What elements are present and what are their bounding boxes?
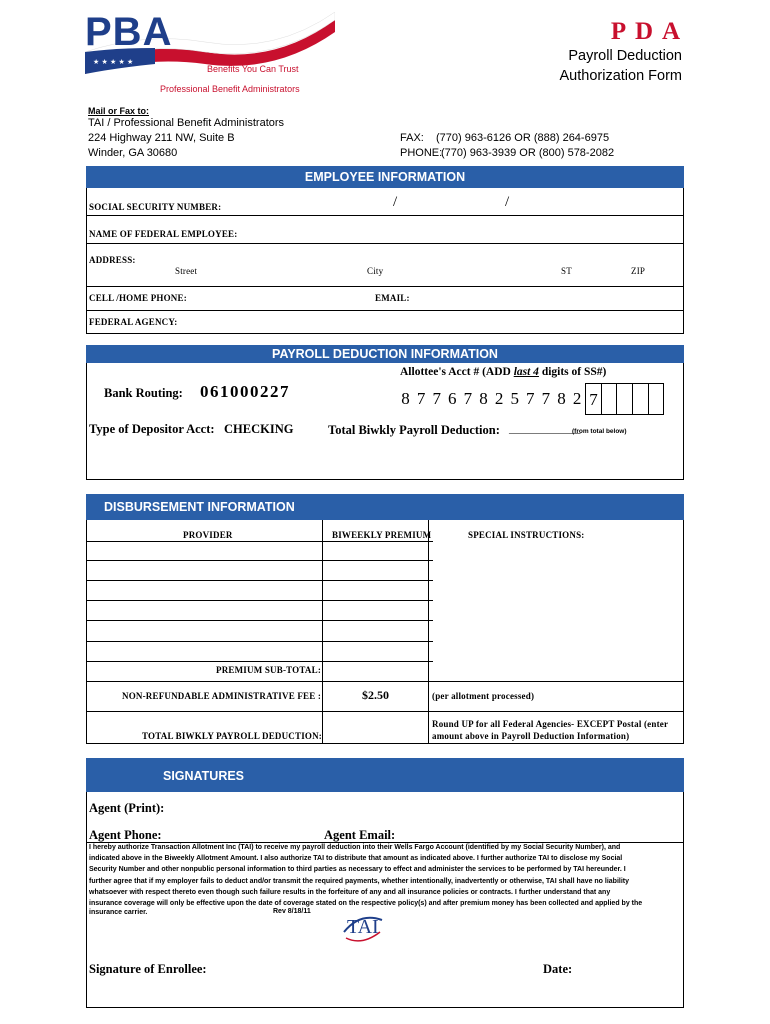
auth-line-3: Security Number and other nonpublic personal information to third parties as necessary to effect and administer the services to be performed by TAI hereunder. I — [89, 866, 626, 874]
premium-column-header: BIWEEKLY PREMIUM — [332, 530, 432, 540]
email-label: EMAIL: — [375, 293, 410, 303]
fax-label: FAX: — [400, 132, 424, 144]
federal-agency-input[interactable] — [170, 313, 680, 329]
allottee-account-label — [400, 366, 606, 378]
provider-row-1[interactable] — [87, 542, 322, 560]
ssn-separator-1: / — [393, 194, 398, 210]
state-label: ST — [561, 266, 572, 276]
agent-phone-label: Agent Phone: — [89, 828, 162, 842]
tai-mark: TAI — [347, 916, 379, 938]
allottee-label-post: digits of SS#) — [538, 366, 607, 378]
acct-digit-cell[interactable]: 5 — [510, 389, 519, 408]
acct-digit-cell[interactable]: 8 — [557, 389, 566, 408]
federal-agency-label: FEDERAL AGENCY: — [89, 317, 178, 327]
acct-digit-cell[interactable]: 7 — [432, 389, 441, 408]
admin-fee-label: NON-REFUNDABLE ADMINISTRATIVE FEE : — [122, 691, 322, 701]
address-input[interactable] — [150, 250, 680, 265]
mail-line-2: 224 Highway 211 NW, Suite B — [88, 132, 235, 144]
acct-digit-cell[interactable]: 8 — [479, 389, 488, 408]
ssn-input[interactable] — [220, 194, 680, 214]
special-instructions-header: SPECIAL INSTRUCTIONS: — [468, 530, 585, 540]
auth-line-4: further agree that if my employer fails to deduct and/or transmit the required payments, whether intentionally, inadvertently or otherwise, TAI shall have no liability — [89, 877, 630, 885]
premium-row-1[interactable] — [323, 542, 428, 560]
mail-to-label: Mail or Fax to: — [88, 106, 150, 116]
logo-letters: PBA — [85, 10, 173, 54]
signatures-heading: SIGNATURES — [86, 758, 684, 792]
city-label: City — [367, 266, 384, 276]
email-input[interactable] — [410, 289, 680, 305]
allottee-label-emphasis: last 4 — [513, 366, 539, 378]
auth-line-6: insurance coverage will only be effective upon the date of coverage stated on the respective policy(s) and after premium money has been collected and applied by the — [89, 900, 643, 908]
total-deduction-label: Total Biwkly Payroll Deduction: — [328, 423, 500, 437]
auth-line-1: I hereby authorize Transaction Allotment Inc (TAI) to receive my payroll deduction into their Wells Fargo Account (identified by my Social Security Number), and — [89, 844, 621, 851]
employee-name-label: NAME OF FEDERAL EMPLOYEE: — [89, 229, 238, 239]
employee-heading: EMPLOYEE INFORMATION — [86, 166, 684, 188]
agent-print-label: Agent (Print): — [89, 801, 165, 815]
home-phone-label: CELL /HOME PHONE: — [89, 293, 187, 303]
special-instructions-input[interactable] — [433, 542, 680, 660]
mail-line-1: TAI / Professional Benefit Administrators — [88, 117, 285, 129]
allottee-account-grid[interactable] — [398, 383, 668, 416]
agent-phone-input[interactable] — [168, 826, 318, 842]
total-biweekly-input[interactable] — [323, 712, 428, 742]
acct-digit-cell[interactable]: 8 — [401, 389, 410, 408]
phone-label: PHONE: — [400, 147, 443, 159]
total-deduction-blank[interactable]: _____________ — [509, 423, 581, 435]
date-input[interactable] — [580, 958, 680, 978]
svg-text:★ ★ ★ ★ ★: ★ ★ ★ ★ ★ — [93, 58, 134, 66]
revision-date: Rev 8/18/11 — [273, 908, 311, 915]
auth-line-2: indicated above in the Biweekly Allotment Amount. I also authorize TAI to distribute that amount as indicated above. I further authorize TAI to disclose my Social — [89, 855, 623, 863]
acct-digit-cell[interactable] — [601, 383, 618, 415]
provider-column-header: PROVIDER — [183, 530, 233, 540]
page-title: P D A — [610, 18, 682, 45]
agent-email-label: Agent Email: — [324, 828, 396, 842]
total-biweekly-label: TOTAL BIWKLY PAYROLL DEDUCTION: — [142, 731, 322, 741]
acct-digit-cell[interactable]: 7 — [585, 383, 602, 415]
disbursement-heading: DISBURSEMENT INFORMATION — [86, 494, 684, 520]
agent-email-input[interactable] — [400, 826, 680, 842]
form-subtitle-1: Payroll Deduction — [568, 48, 682, 64]
street-label: Street — [175, 266, 198, 276]
enrollee-signature-label: Signature of Enrollee: — [89, 962, 207, 976]
agent-print-input[interactable] — [170, 798, 680, 818]
zip-label: ZIP — [631, 266, 646, 276]
logo-tagline: Benefits You Can Trust — [207, 64, 299, 74]
admin-fee-value: $2.50 — [362, 688, 389, 702]
acct-digit-cell[interactable]: 2 — [572, 389, 582, 408]
premium-subtotal-input[interactable] — [323, 662, 428, 680]
address-label: ADDRESS: — [89, 255, 136, 265]
allottee-label-pre: Allottee's Acct # (ADD — [400, 366, 514, 378]
acct-digit-cell[interactable] — [632, 383, 649, 415]
acct-digit-cell[interactable]: 7 — [526, 389, 535, 408]
phone-value: (770) 963-3939 OR (800) 578-2082 — [441, 147, 615, 159]
fax-value: (770) 963-6126 OR (888) 264-6975 — [436, 132, 610, 144]
acct-digit-cell[interactable]: 2 — [494, 389, 504, 408]
acct-digit-cell[interactable]: 7 — [463, 389, 473, 408]
form-subtitle-2: Authorization Form — [559, 68, 682, 84]
acct-digit-cell[interactable]: 7 — [416, 389, 426, 408]
bank-routing-value[interactable]: 061000227 — [200, 382, 290, 401]
employee-name-input[interactable] — [230, 222, 680, 242]
date-label: Date: — [543, 962, 573, 976]
tai-logo — [340, 910, 385, 946]
premium-subtotal-label: PREMIUM SUB-TOTAL: — [216, 665, 322, 675]
acct-digit-cell[interactable]: 7 — [541, 389, 551, 408]
depositor-type-value[interactable]: CHECKING — [224, 422, 294, 436]
logo-subline: Professional Benefit Administrators — [160, 84, 300, 94]
depositor-type-label: Type of Depositor Acct: — [89, 422, 215, 436]
pba-logo — [85, 12, 335, 100]
acct-digit-cell[interactable] — [616, 383, 633, 415]
total-biweekly-note-1: Round UP for all Federal Agencies- EXCEPT Postal (enter — [432, 719, 669, 729]
mail-line-3: Winder, GA 30680 — [88, 147, 178, 159]
ssn-separator-2: / — [505, 194, 510, 210]
authorization-text — [89, 842, 679, 909]
payroll-heading: PAYROLL DEDUCTION INFORMATION — [86, 345, 684, 363]
admin-fee-note: (per allotment processed) — [432, 691, 535, 701]
bank-routing-label: Bank Routing: — [104, 386, 183, 400]
total-biweekly-note-2: amount above in Payroll Deduction Information) — [432, 731, 630, 741]
home-phone-input[interactable] — [180, 289, 370, 305]
auth-line-7: insurance carrier. — [89, 909, 148, 916]
ssn-label: SOCIAL SECURITY NUMBER: — [89, 202, 222, 212]
enrollee-signature-input[interactable] — [215, 958, 535, 978]
acct-digit-cell[interactable] — [648, 383, 665, 415]
auth-line-5: whatsoever with respect thereto even though such failure results in the forfeiture of any and all insurance policies or contracts. I further understand that any — [89, 888, 611, 896]
acct-digit-cell[interactable]: 6 — [448, 389, 457, 408]
total-deduction-note: (from total below) — [572, 428, 627, 435]
